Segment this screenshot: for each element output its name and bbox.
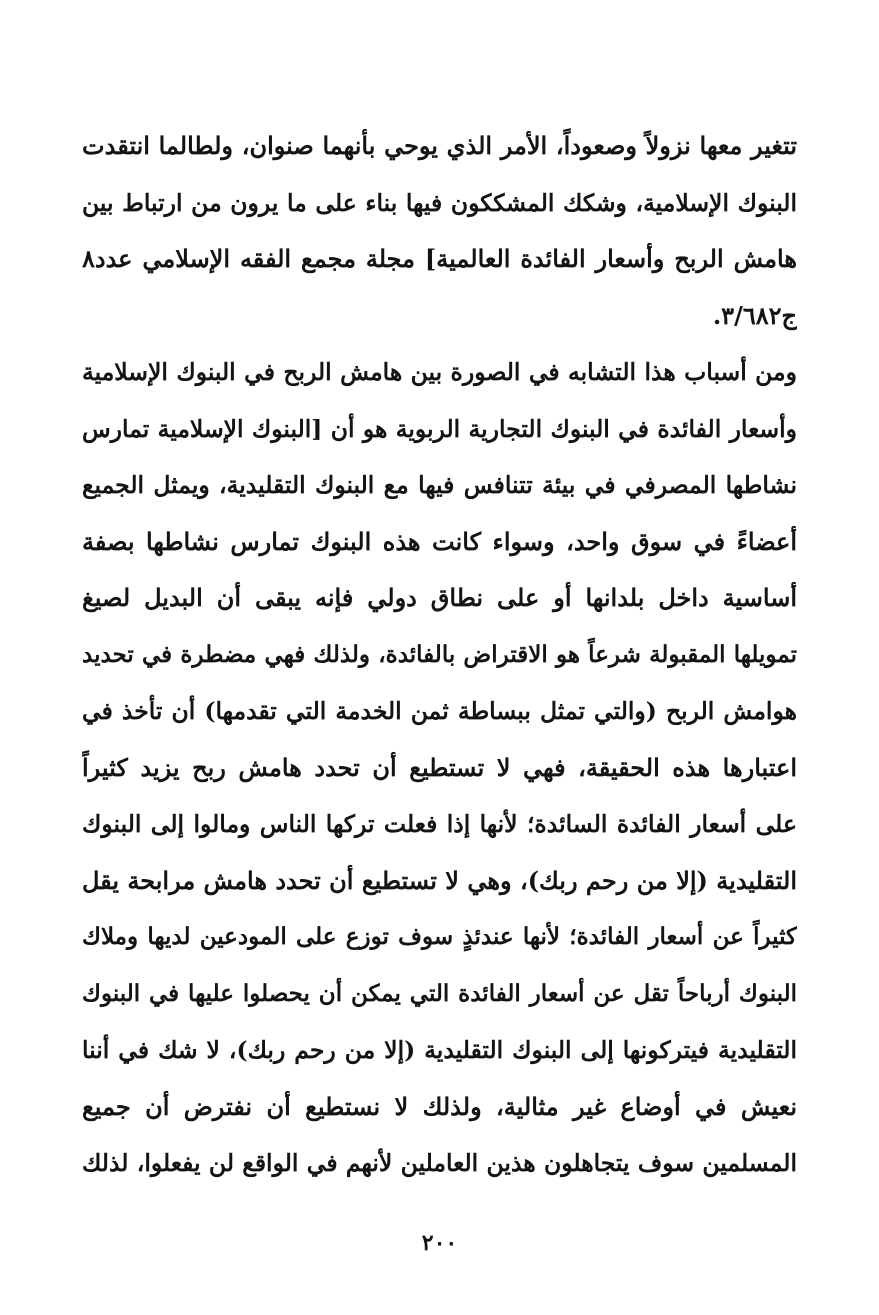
text-line: تتغير معها نزولاً وصعوداً، الأمر الذي يوحي بأنهما صنوان، ولطالما انتقدت — [82, 131, 797, 160]
text-line: نعيش في أوضاع غير مثالية، ولذلك لا نستطيع أن نفترض أن جميع — [82, 1091, 797, 1121]
text-line: البنوك الإسلامية، وشكك المشككون فيها بناء على ما يرون من ارتباط بين — [82, 188, 797, 217]
text-line: ومن أسباب هذا التشابه في الصورة بين هامش الربح في البنوك الإسلامية — [82, 358, 797, 386]
text-line: التقليدية (إلا من رحم ربك)، وهي لا تستطيع أن تحدد هامش مرابحة يقل — [82, 865, 797, 895]
text-line: المسلمين سوف يتجاهلون هذين العاملين لأنهم في الواقع لن يفعلوا، لذلك — [82, 1149, 797, 1177]
text-line: كثيراً عن أسعار الفائدة؛ لأنها عندئذٍ سوف توزع على المودعين لديها وملاك — [82, 923, 797, 950]
text-line: نشاطها المصرفي في بيئة تتنافس فيها مع البنوك التقليدية، ويمثل الجميع — [82, 471, 797, 499]
text-line: أعضاءً في سوق واحد، وسواء كانت هذه البنوك تمارس نشاطها بصفة — [82, 526, 797, 556]
text-line: اعتبارها هذه الحقيقة، فهي لا تستطيع أن تحدد هامش ربح يزيد كثيراً — [82, 752, 797, 782]
paragraph-2 — [82, 344, 797, 1192]
text-line: على أسعار الفائدة السائدة؛ لأنها إذا فعلت تركها الناس ومالوا إلى البنوك — [82, 810, 797, 838]
text-line: وأسعار الفائدة في البنوك التجارية الربوية هو أن [البنوك الإسلامية تمارس — [82, 414, 797, 443]
text-line: هامش الربح وأسعار الفائدة العالمية] مجلة مجمع الفقه الإسلامي عدد٨ — [82, 244, 797, 273]
page-number: ٢٠٠ — [421, 1230, 458, 1256]
text-line: هوامش الربح (والتي تمثل ببساطة ثمن الخدمة التي تقدمها) أن تأخذ في — [82, 697, 797, 725]
text-line: التقليدية فيتركونها إلى البنوك التقليدية (إلا من رحم ربك)، لا شك في أننا — [82, 1036, 797, 1064]
text-line: أساسية داخل بلدانها أو على نطاق دولي فإنه يبقى أن البديل لصيغ — [82, 583, 797, 612]
paragraph-1 — [82, 118, 797, 344]
body-text — [82, 118, 797, 1192]
text-line: ج٣/٦٨٢. — [712, 300, 797, 330]
text-line: تمويلها المقبولة شرعاً هو الاقتراض بالفائدة، ولذلك فهي مضطرة في تحديد — [82, 640, 797, 668]
text-line: البنوك أرباحاً تقل عن أسعار الفائدة التي يمكن أن يحصلوا عليها في البنوك — [82, 979, 797, 1007]
